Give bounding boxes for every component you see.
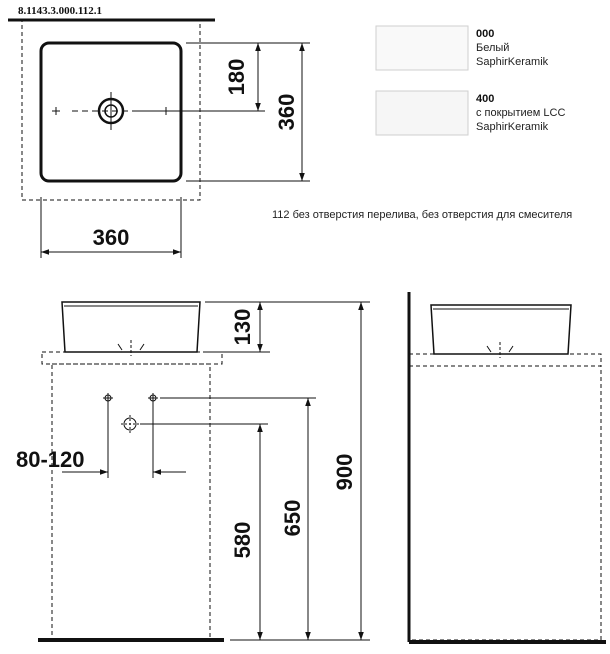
swatch-400	[376, 91, 468, 135]
outlet-height-dimension-label: 650	[280, 499, 305, 537]
basin-height-dimension-label: 130	[230, 308, 255, 346]
total-height-dimension-label: 900	[332, 453, 357, 491]
top-view	[8, 20, 310, 258]
width-dimension-label: 360	[92, 225, 130, 250]
finish-material-400: SaphirKeramik	[476, 121, 549, 133]
front-view	[16, 302, 370, 640]
basin-front	[62, 302, 200, 352]
cabinet-side-dashed	[409, 366, 601, 640]
finish-code-000: 000	[476, 28, 495, 40]
variant-note: 112 без отверстия перелива, без отверстия для смесителя	[272, 209, 573, 221]
countertop-dashed	[42, 352, 222, 364]
finish-name-400: с покрытием LCC	[476, 107, 566, 119]
finish-material-000: SaphirKeramik	[476, 56, 549, 68]
article-number: 8.1143.3.000.112.1	[18, 5, 103, 17]
cabinet-dashed	[52, 364, 210, 639]
drain-connection-icon	[121, 415, 139, 433]
basin-side	[431, 305, 571, 354]
supply-connection-right-icon	[148, 393, 158, 403]
finish-code-400: 400	[476, 93, 495, 105]
depth-dimension-label: 360	[274, 93, 299, 131]
finish-legend	[376, 26, 565, 135]
supply-connection-left-icon	[103, 393, 113, 403]
center-dimension-label: 180	[224, 58, 249, 96]
side-view	[409, 292, 606, 642]
drain-height-dimension-label: 580	[230, 521, 255, 559]
countertop-side-dashed	[409, 354, 601, 366]
finish-name-000: Белый	[476, 42, 510, 54]
swatch-000	[376, 26, 468, 70]
offset-dimension-label: 80-120	[16, 447, 85, 472]
